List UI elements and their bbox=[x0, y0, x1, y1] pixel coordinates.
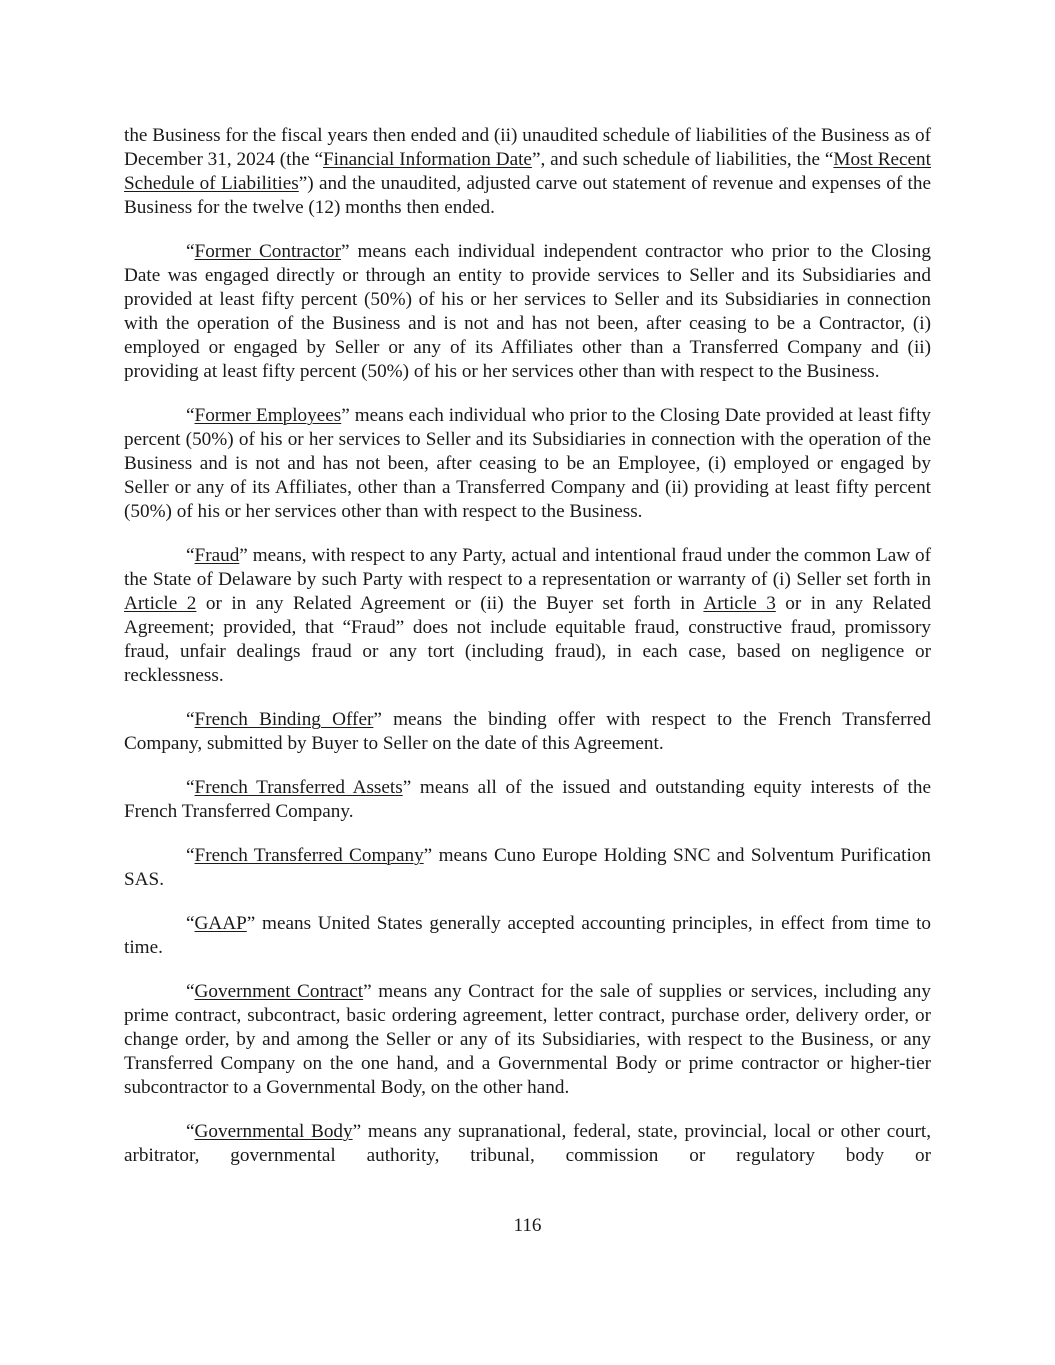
text: the Business for the fiscal years then ended and (ii) unaudited schedule of liabilities of the Business as of December 31, 2024 (the “ bbox=[124, 125, 931, 170]
definition-text: ” means each individual who prior to the Closing Date provided at least fifty percent (50%) of his or her services to Seller and its Subsidiaries in connection with the operation of the Business and is not and has not been, after ceasing to be an Employee, (i) employed or engaged by Seller or any of its Affiliates, other than a Transferred Company and (ii) providing at least fifty percent (50%) of his or her services other than with respect to the Business. bbox=[124, 405, 931, 522]
definition-french-transferred-company bbox=[124, 844, 931, 892]
definition-gaap bbox=[124, 912, 931, 960]
open-quote: “ bbox=[186, 709, 195, 730]
definition-government-contract bbox=[124, 980, 931, 1100]
defined-term: GAAP bbox=[194, 913, 247, 934]
open-quote: “ bbox=[186, 913, 195, 934]
open-quote: “ bbox=[186, 845, 195, 866]
defined-term: Governmental Body bbox=[194, 1121, 353, 1142]
open-quote: “ bbox=[186, 1121, 195, 1142]
definition-governmental-body bbox=[124, 1120, 931, 1168]
page-number: 116 bbox=[513, 1215, 542, 1236]
defined-term: French Binding Offer bbox=[194, 709, 374, 730]
definition-text: ” means the binding offer with respect to the French Transferred Company, submitted by Buyer to Seller on the date of this Agreement. bbox=[124, 709, 931, 754]
defined-term: Former Employees bbox=[194, 405, 342, 426]
definition-text: ” means, with respect to any Party, actual and intentional fraud under the common Law of the State of Delaware by such Party with respect to a representation or warranty of (i) Seller set forth in bbox=[124, 545, 931, 590]
open-quote: “ bbox=[186, 405, 195, 426]
definition-fraud bbox=[124, 544, 931, 688]
document-page bbox=[124, 124, 931, 1168]
definition-text: or in any Related Agreement; provided, that “Fraud” does not include equitable fraud, constructive fraud, promissory fraud, unfair dealings fraud or any tort (including fraud), in each case, based on negligence or recklessness. bbox=[124, 593, 932, 686]
text: ”, and such schedule of liabilities, the “ bbox=[531, 149, 834, 170]
definition-french-binding-offer bbox=[124, 708, 931, 756]
definition-text: ” means United States generally accepted accounting principles, in effect from time to time. bbox=[124, 913, 931, 958]
definition-french-transferred-assets bbox=[124, 776, 931, 824]
definition-text: or in any Related Agreement or (ii) the Buyer set forth in bbox=[196, 593, 704, 614]
defined-term: Financial Information Date bbox=[322, 149, 532, 170]
defined-term: Fraud bbox=[194, 545, 240, 566]
definition-text: ” means any Contract for the sale of supplies or services, including any prime contract, subcontract, basic ordering agreement, letter contract, purchase order, delivery order, or change order, by and among the Seller or any of its Subsidiaries, with respect to the Business, or any Transferred Company on the one hand, and a Governmental Body or prime contractor or higher-tier subcontractor to a Governmental Body, on the other hand. bbox=[124, 981, 931, 1098]
definition-text: ” means any supranational, federal, state, provincial, local or other court, arbitrator, governmental authority, tribunal, commission or regulatory body or bbox=[124, 1121, 931, 1166]
open-quote: “ bbox=[186, 777, 195, 798]
open-quote: “ bbox=[186, 241, 195, 262]
definition-text: ” means all of the issued and outstanding equity interests of the French Transferred Company. bbox=[124, 777, 931, 822]
open-quote: “ bbox=[186, 981, 195, 1002]
defined-term: French Transferred Company bbox=[194, 845, 424, 866]
defined-term: Most Recent Schedule of Liabilities bbox=[124, 149, 931, 194]
open-quote: “ bbox=[186, 545, 195, 566]
article-reference: Article 2 bbox=[124, 593, 197, 614]
definition-former-contractor bbox=[124, 240, 931, 384]
article-reference: Article 3 bbox=[703, 593, 776, 614]
defined-term: Government Contract bbox=[194, 981, 364, 1002]
paragraph-financial-statements-continued bbox=[124, 124, 931, 220]
definition-former-employees bbox=[124, 404, 931, 524]
definition-text: ” means each individual independent contractor who prior to the Closing Date was engaged directly or through an entity to provide services to Seller and its Subsidiaries and provided at least fifty percent (50%) of his or her services to Seller and its Subsidiaries in connection with the operation of the Business and is not and has not been, after ceasing to be a Contractor, (i) employed or engaged by Seller or any of its Affiliates other than a Transferred Company and (ii) providing at least fifty percent (50%) of his or her services other than with respect to the Business. bbox=[124, 241, 931, 382]
definition-text: ” means Cuno Europe Holding SNC and Solventum Purification SAS. bbox=[124, 845, 931, 890]
text: ”) and the unaudited, adjusted carve out statement of revenue and expenses of the Business for the twelve (12) months then ended. bbox=[124, 173, 931, 218]
defined-term: Former Contractor bbox=[194, 241, 342, 262]
defined-term: French Transferred Assets bbox=[194, 777, 403, 798]
